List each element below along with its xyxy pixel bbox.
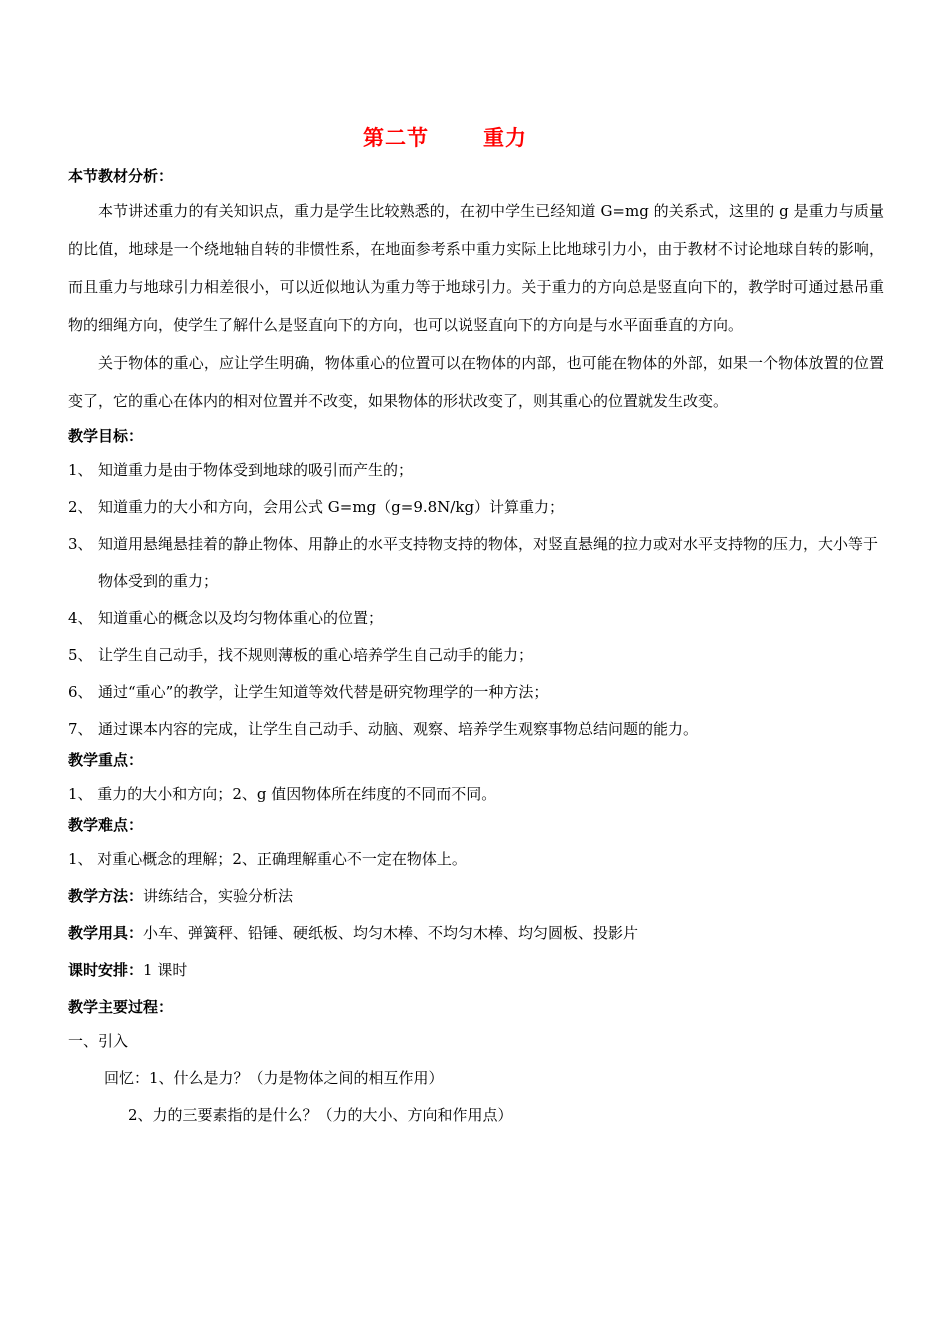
title-section: 第二节 <box>363 125 429 150</box>
schedule-line <box>68 952 884 989</box>
goal-text: 让学生自己动手，找不规则薄板的重心培养学生自己动手的能力； <box>98 646 534 664</box>
tools-line <box>68 915 884 952</box>
difficulties-text: 1、 对重心概念的理解；2、正确理解重心不一定在物体上。 <box>68 850 467 868</box>
goal-item <box>68 674 884 711</box>
goal-text: 知道重心的概念以及均匀物体重心的位置； <box>98 609 384 627</box>
process-heading: 教学主要过程： <box>68 998 174 1016</box>
difficulties-heading: 教学难点： <box>68 816 144 834</box>
goal-number: 2、 <box>68 498 93 516</box>
page-title <box>0 122 950 152</box>
analysis-paragraph-1: 本节讲述重力的有关知识点，重力是学生比较熟悉的，在初中学生已经知道 G=mg 的关系式，这里的 g 是重力与质量的比值，地球是一个绕地轴自转的非惯性系，在地面参考系中重力实际上比地球引力小，由于教材不讨论地球自转的影响，而且重力与地球引力相差很小，可以近似地认为重力等于地球引力。关于重力的方向总是竖直向下的，教学时可通过悬吊重物的细绳方向，使学生了解什么是竖直向下的方向，也可以说竖直向下的方向是与水平面垂直的方向。 <box>68 202 884 334</box>
tools-value: 小车、弹簧秤、铅锤、硬纸板、均匀木棒、不均匀木棒、均匀圆板、投影片 <box>143 924 639 942</box>
goal-item <box>68 489 884 526</box>
title-topic: 重力 <box>483 125 527 150</box>
goals-list <box>68 452 884 748</box>
goal-number: 6、 <box>68 683 93 701</box>
goal-number: 4、 <box>68 609 93 627</box>
goal-item <box>68 526 884 600</box>
method-label: 教学方法： <box>68 887 144 905</box>
goal-text: 知道用悬绳悬挂着的静止物体、用静止的水平支持物支持的物体，对竖直悬绳的拉力或对水平支持物的压力，大小等于物体受到的重力； <box>98 535 879 590</box>
goals-heading: 教学目标： <box>68 427 144 445</box>
goal-text: 知道重力是由于物体受到地球的吸引而产生的； <box>98 461 414 479</box>
key-points-text: 1、 重力的大小和方向；2、g 值因物体所在纬度的不同而不同。 <box>68 785 497 803</box>
goal-item <box>68 637 884 674</box>
schedule-value: 1 课时 <box>143 961 188 979</box>
process-section-intro: 一、引入 <box>68 1032 129 1050</box>
goal-item <box>68 452 884 489</box>
goal-number: 7、 <box>68 720 93 738</box>
schedule-label: 课时安排： <box>68 961 144 979</box>
recall-question-2: 2、力的三要素指的是什么？（力的大小、方向和作用点） <box>128 1106 513 1124</box>
goal-text: 通过课本内容的完成，让学生自己动手、动脑、观察、培养学生观察事物总结问题的能力。 <box>98 720 699 738</box>
goal-item <box>68 600 884 637</box>
key-points-heading: 教学重点： <box>68 751 144 769</box>
goal-text: 通过“重心”的教学，让学生知道等效代替是研究物理学的一种方法； <box>98 683 549 701</box>
goal-text: 知道重力的大小和方向，会用公式 G=mg（g=9.8N/kg）计算重力； <box>98 498 565 516</box>
goal-number: 5、 <box>68 646 93 664</box>
goal-number: 1、 <box>68 461 93 479</box>
recall-question-1: 回忆：1、什么是力？（力是物体之间的相互作用） <box>104 1069 444 1087</box>
method-value: 讲练结合，实验分析法 <box>143 887 294 905</box>
document-body <box>68 166 884 1134</box>
analysis-paragraph-2: 关于物体的重心，应让学生明确，物体重心的位置可以在物体的内部，也可能在物体的外部，如果一个物体放置的位置变了，它的重心在体内的相对位置并不改变，如果物体的形状改变了，则其重心的位置就发生改变。 <box>68 354 884 410</box>
method-line <box>68 878 884 915</box>
goal-item <box>68 711 884 748</box>
goal-number: 3、 <box>68 535 93 553</box>
analysis-heading: 本节教材分析： <box>68 167 174 185</box>
tools-label: 教学用具： <box>68 924 144 942</box>
